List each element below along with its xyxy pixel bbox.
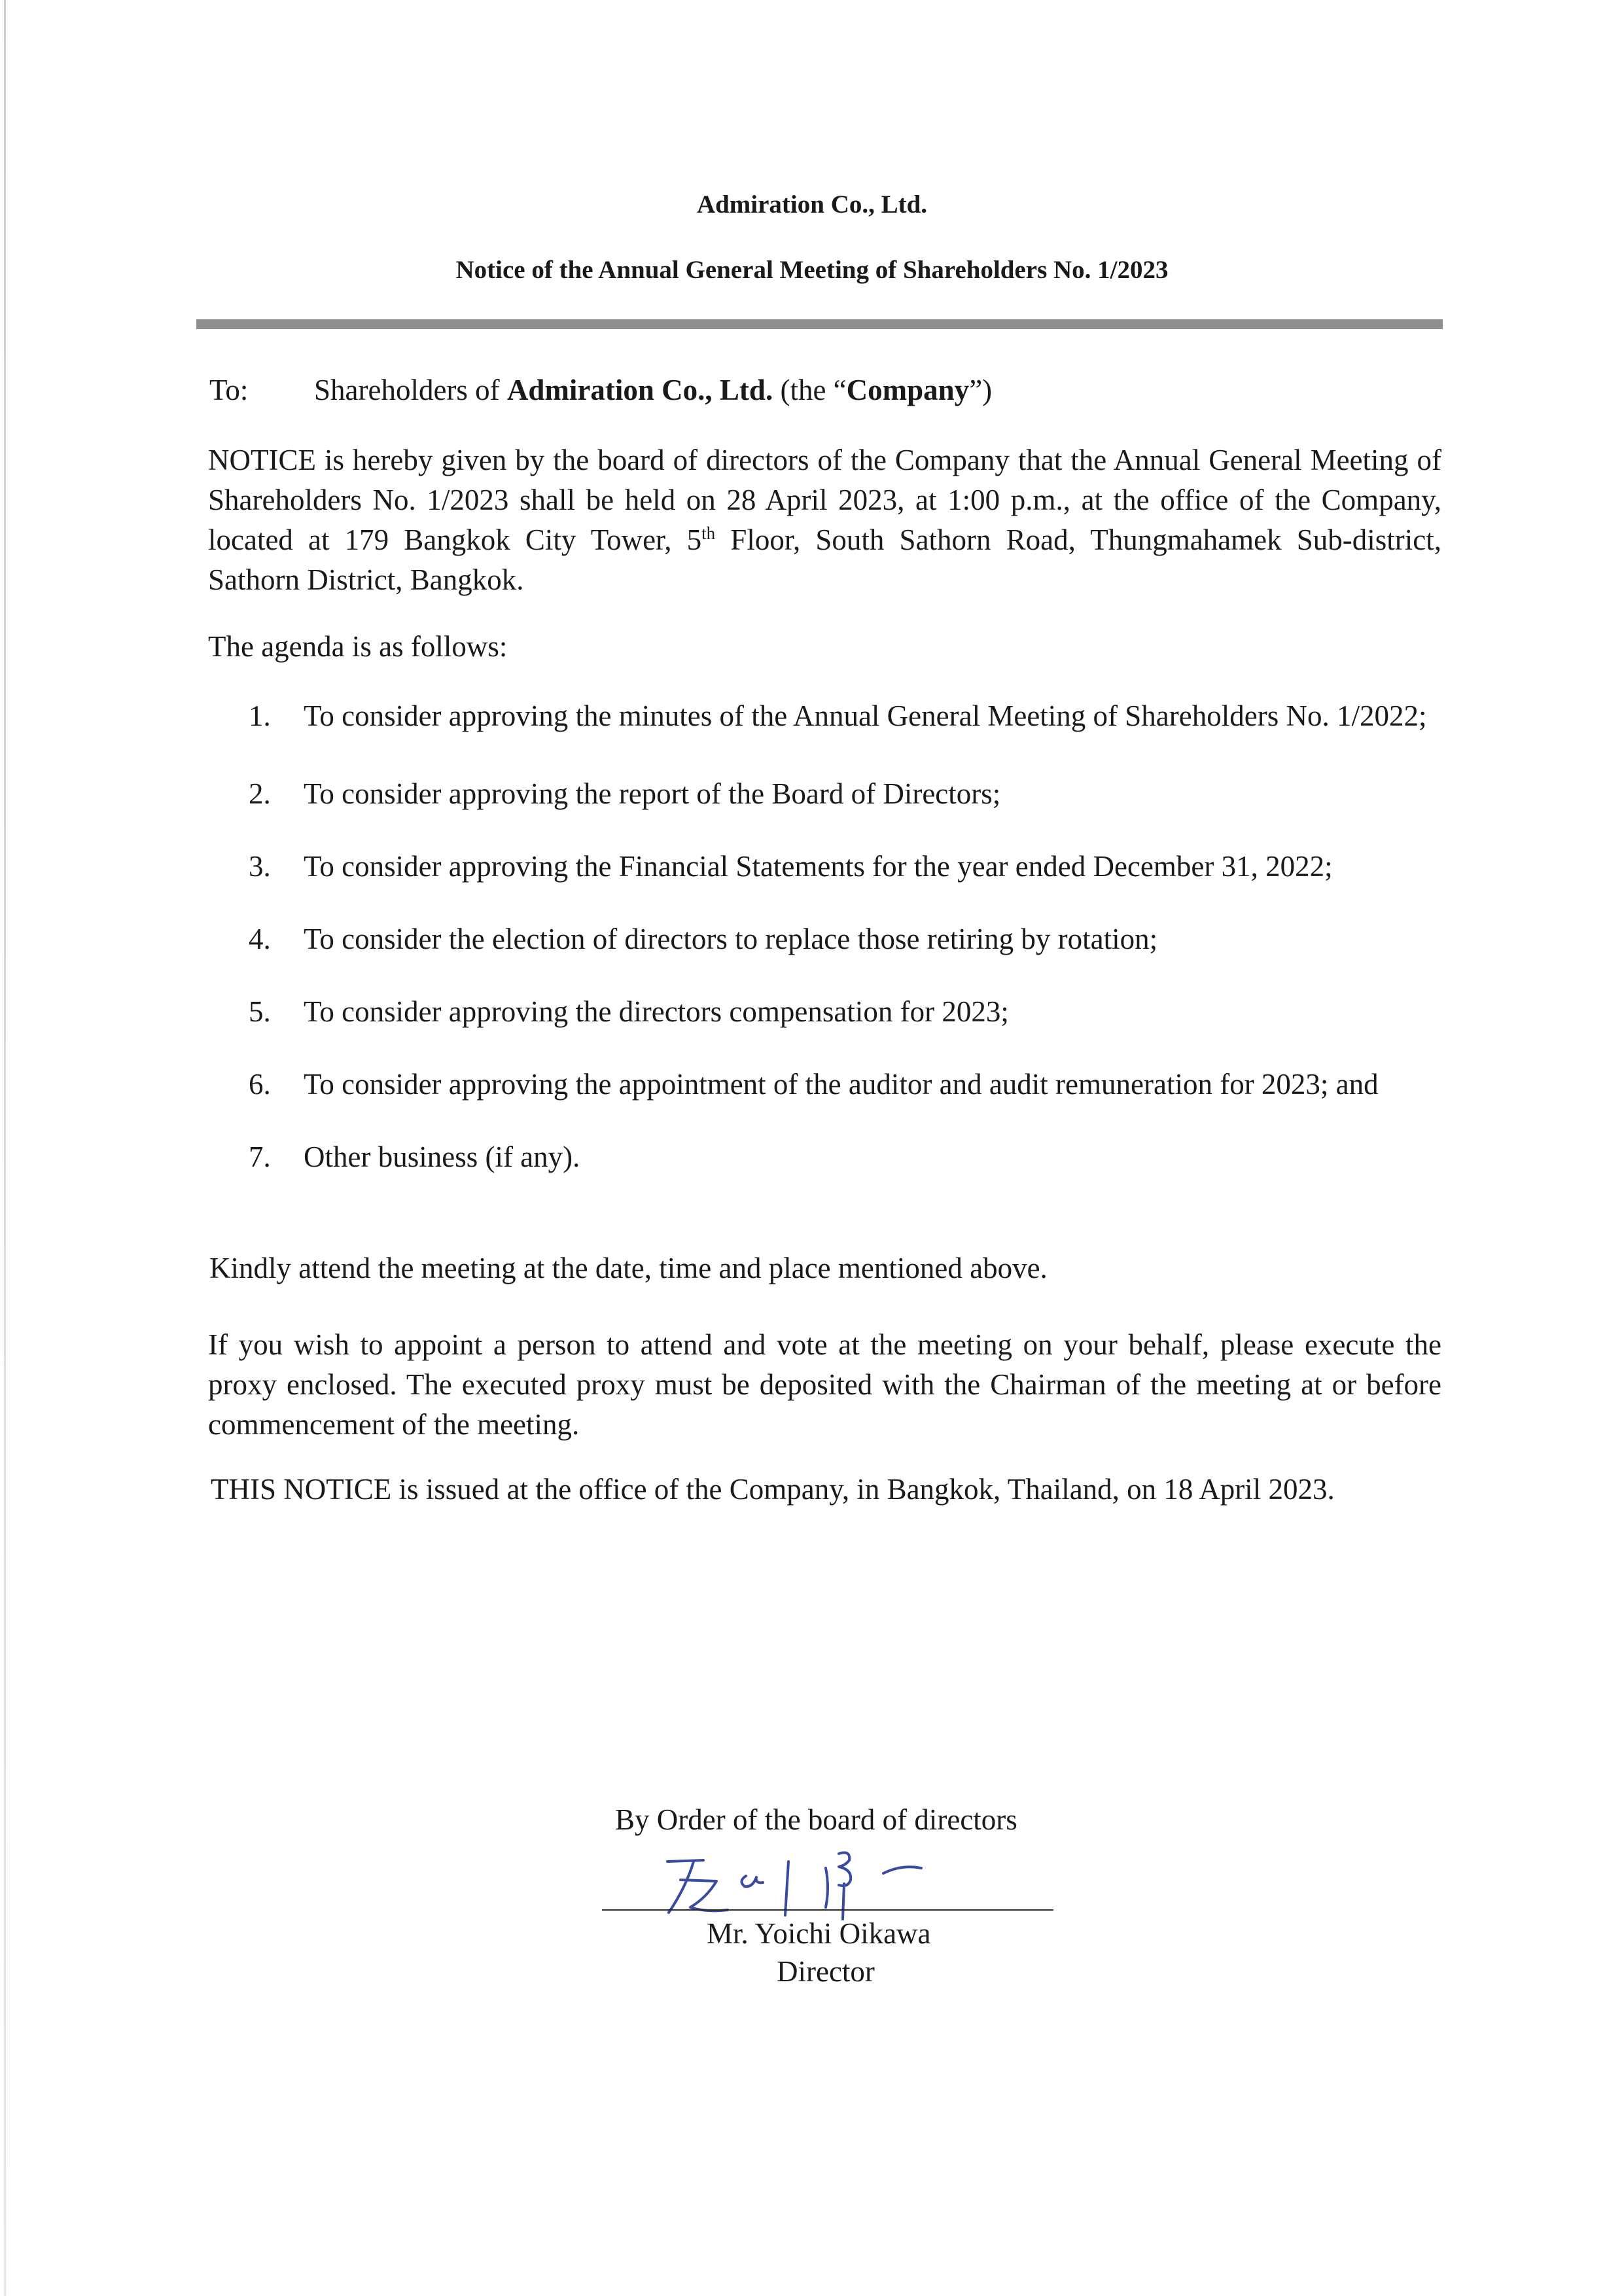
attendance-request: Kindly attend the meeting at the date, time and place mentioned above.	[209, 1252, 1048, 1284]
agenda-number: 7.	[249, 1140, 271, 1173]
agenda-text: To consider approving the minutes of the Annual General Meeting of Shareholders No. 1/2022;	[304, 699, 1427, 732]
addressee-line	[209, 373, 992, 407]
agenda-item	[249, 1138, 1446, 1176]
proxy-paragraph: If you wish to appoint a person to attend and vote at the meeting on your behalf, please execute the proxy enclosed. The executed proxy must be deposited with the Chairman of the meeting at or before commencement of the meeting.	[208, 1328, 1441, 1441]
handwritten-signature	[654, 1842, 929, 1920]
agenda-text: To consider approving the Financial Statements for the year ended December 31, 2022;	[304, 850, 1333, 883]
notice-paragraph	[208, 440, 1441, 600]
addressee-middle: (the “	[773, 374, 847, 406]
agenda-text: To consider approving the report of the Board of Directors;	[304, 777, 1001, 810]
company-name: Admiration Co., Ltd.	[696, 190, 928, 219]
signatory-title: Director	[777, 1955, 875, 1988]
agenda-number: 2.	[249, 777, 271, 810]
agenda-item	[249, 697, 1446, 735]
issue-statement: THIS NOTICE is issued at the office of the Company, in Bangkok, Thailand, on 18 April 2023.	[211, 1473, 1335, 1506]
defined-term: Company	[846, 374, 970, 406]
addressee-company: Admiration Co., Ltd.	[506, 374, 773, 406]
addressee-prefix: Shareholders of	[314, 374, 507, 406]
header-rule	[196, 319, 1443, 329]
by-order-line: By Order of the board of directors	[615, 1803, 1017, 1836]
to-label: To:	[209, 374, 249, 406]
agenda-intro: The agenda is as follows:	[208, 630, 508, 663]
signature-line	[602, 1909, 1053, 1911]
scan-edge	[4, 0, 6, 2296]
agenda-item	[249, 775, 1446, 813]
agenda-item	[249, 993, 1446, 1031]
notice-text: NOTICE is hereby given by the board of directors of the Company that the Annual General Meeting of Shareholders No. 1/2023 shall be held on 28 April 2023, at 1:00 p.m., at the office of the Company, located at 179 Bangkok City Tower, 5	[208, 444, 1441, 556]
agenda-item	[249, 1065, 1446, 1104]
signatory-name: Mr. Yoichi Oikawa	[707, 1917, 931, 1950]
ordinal-suffix: th	[701, 523, 716, 543]
agenda-item	[249, 920, 1446, 959]
agenda-number: 1.	[249, 699, 271, 732]
notice-text-continued: Floor, South Sathorn Road, Thungmahamek Sub-district, Sathorn District, Bangkok.	[208, 523, 1441, 596]
addressee-suffix: ”)	[969, 374, 993, 406]
agenda-number: 5.	[249, 995, 271, 1028]
agenda-number: 4.	[249, 923, 271, 955]
agenda-item	[249, 847, 1446, 886]
agenda-number: 6.	[249, 1068, 271, 1101]
notice-title: Notice of the Annual General Meeting of Shareholders No. 1/2023	[455, 256, 1169, 284]
agenda-text: Other business (if any).	[304, 1140, 580, 1173]
agenda-text: To consider approving the directors compensation for 2023;	[304, 995, 1009, 1028]
agenda-list	[249, 697, 1446, 1210]
agenda-text: To consider the election of directors to replace those retiring by rotation;	[304, 923, 1158, 955]
agenda-number: 3.	[249, 850, 271, 883]
agenda-text: To consider approving the appointment of the auditor and audit remuneration for 2023; and	[304, 1068, 1379, 1101]
